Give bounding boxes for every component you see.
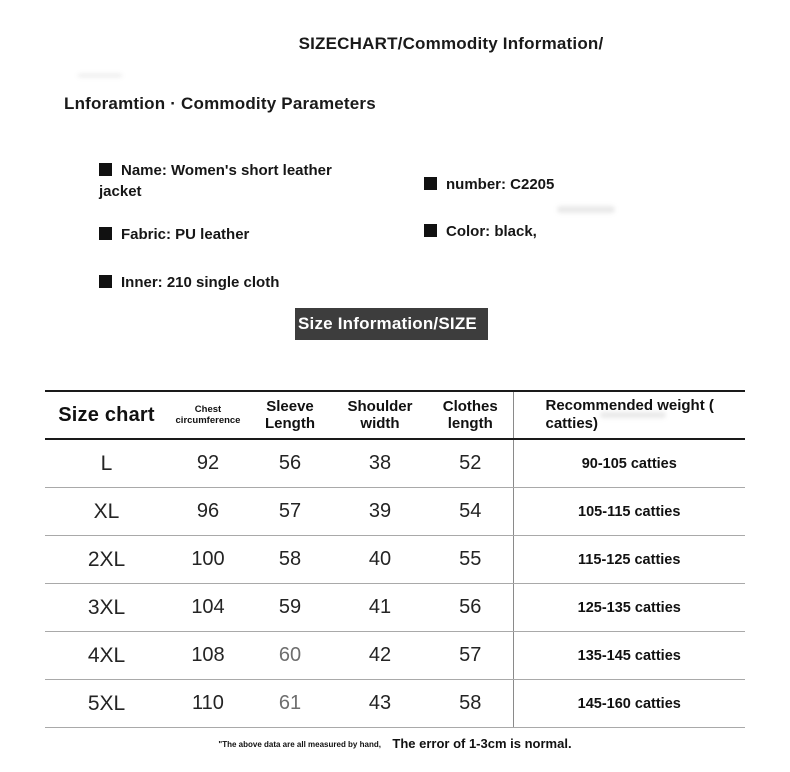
cell-clothes: 55: [428, 536, 513, 584]
cell-shoulder: 39: [332, 488, 428, 536]
cell-chest: 110: [168, 680, 248, 728]
cell-chest: 96: [168, 488, 248, 536]
cell-clothes: 57: [428, 632, 513, 680]
cell-sleeve: 57: [248, 488, 332, 536]
cell-clothes: 52: [428, 439, 513, 488]
cell-shoulder: 38: [332, 439, 428, 488]
param-name: [99, 160, 371, 202]
param-inner-label: Inner: 210 single cloth: [121, 274, 280, 291]
param-fabric-label: Fabric: PU leather: [121, 226, 250, 243]
cell-sleeve: 61: [248, 680, 332, 728]
param-color: [424, 221, 537, 242]
header-shoulder-width: Shoulder width: [332, 391, 428, 439]
bullet-square-icon: [99, 227, 112, 240]
cell-size: 5XL: [45, 680, 168, 728]
table-row: [45, 536, 745, 584]
size-information-banner: Size Information/SIZE: [295, 308, 488, 340]
bullet-square-icon: [424, 224, 437, 237]
table-row: [45, 584, 745, 632]
param-number-label: number: C2205: [446, 176, 555, 193]
cell-shoulder: 40: [332, 536, 428, 584]
cell-weight: 105-115 catties: [513, 488, 745, 536]
footer-note-small: "The above data are all measured by hand,: [218, 740, 381, 749]
param-fabric: [99, 224, 249, 245]
param-number: [424, 174, 554, 195]
size-chart-table: [45, 390, 745, 728]
header-size-chart: Size chart: [45, 391, 168, 439]
cell-clothes: 58: [428, 680, 513, 728]
cell-weight: 145-160 catties: [513, 680, 745, 728]
watermark-smudge: [600, 412, 666, 418]
cell-sleeve: 60: [248, 632, 332, 680]
cell-sleeve: 56: [248, 439, 332, 488]
table-row: [45, 680, 745, 728]
cell-size: XL: [45, 488, 168, 536]
cell-chest: 108: [168, 632, 248, 680]
cell-weight: 90-105 catties: [513, 439, 745, 488]
header-chest: Chest circumference: [168, 391, 248, 439]
param-inner: [99, 272, 279, 293]
cell-clothes: 54: [428, 488, 513, 536]
cell-size: L: [45, 439, 168, 488]
cell-clothes: 56: [428, 584, 513, 632]
cell-chest: 100: [168, 536, 248, 584]
cell-size: 4XL: [45, 632, 168, 680]
page-title: SIZECHART/Commodity Information/: [298, 34, 604, 53]
footer-note: [0, 735, 790, 753]
param-color-label: Color: black,: [446, 223, 537, 240]
param-name-label: Name: Women's short leather jacket: [99, 162, 332, 200]
footer-note-large: The error of 1-3cm is normal.: [392, 736, 572, 751]
cell-shoulder: 42: [332, 632, 428, 680]
cell-weight: 135-145 catties: [513, 632, 745, 680]
size-table-body: [45, 439, 745, 728]
cell-chest: 92: [168, 439, 248, 488]
header-recommended-weight: Recommended weight ( catties): [513, 391, 745, 439]
cell-chest: 104: [168, 584, 248, 632]
watermark-smudge: [557, 206, 615, 213]
cell-shoulder: 41: [332, 584, 428, 632]
cell-weight: 115-125 catties: [513, 536, 745, 584]
cell-size: 3XL: [45, 584, 168, 632]
header-clothes-length: Clothes length: [428, 391, 513, 439]
header-sleeve-length: Sleeve Length: [248, 391, 332, 439]
section-heading: Lnforamtion · Commodity Parameters: [64, 94, 376, 113]
cell-weight: 125-135 catties: [513, 584, 745, 632]
watermark-smudge: [78, 74, 122, 77]
bullet-square-icon: [99, 275, 112, 288]
bullet-square-icon: [424, 177, 437, 190]
cell-sleeve: 59: [248, 584, 332, 632]
bullet-square-icon: [99, 163, 112, 176]
cell-shoulder: 43: [332, 680, 428, 728]
cell-size: 2XL: [45, 536, 168, 584]
table-row: [45, 632, 745, 680]
table-row: [45, 439, 745, 488]
table-row: [45, 488, 745, 536]
cell-sleeve: 58: [248, 536, 332, 584]
